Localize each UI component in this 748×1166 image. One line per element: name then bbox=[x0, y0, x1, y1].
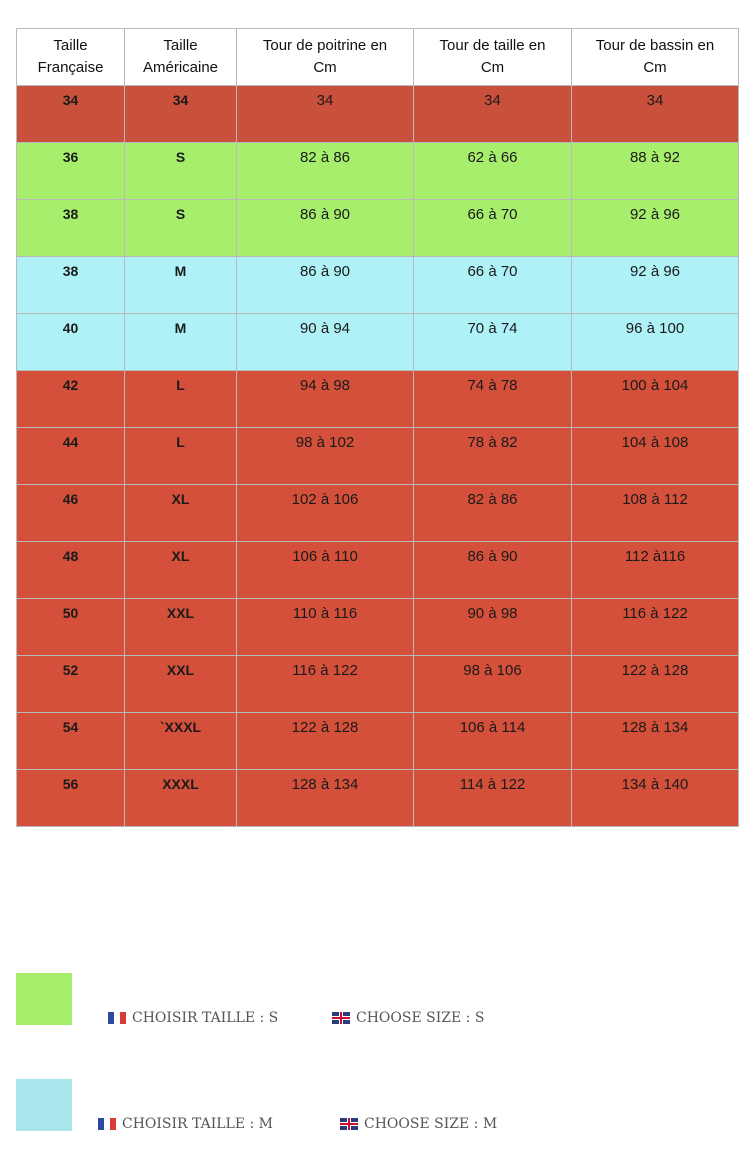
table-cell: 90 à 98 bbox=[414, 599, 572, 656]
table-cell: 128 à 134 bbox=[572, 713, 739, 770]
header-tour-de-poitrine: Tour de poitrine en Cm bbox=[237, 29, 414, 86]
table-cell: 66 à 70 bbox=[414, 257, 572, 314]
legend-green-en bbox=[332, 1010, 484, 1026]
table-cell: 104 à 108 bbox=[572, 428, 739, 485]
table-cell: 70 à 74 bbox=[414, 314, 572, 371]
table-cell: 122 à 128 bbox=[237, 713, 414, 770]
table-cell: 122 à 128 bbox=[572, 656, 739, 713]
table-cell: 90 à 94 bbox=[237, 314, 414, 371]
table-row bbox=[17, 257, 739, 314]
table-cell: 110 à 116 bbox=[237, 599, 414, 656]
table-cell: 78 à 82 bbox=[414, 428, 572, 485]
table-cell: M bbox=[125, 314, 237, 371]
table-cell: 38 bbox=[17, 200, 125, 257]
legend-blue-en bbox=[340, 1116, 497, 1132]
table-cell: 88 à 92 bbox=[572, 143, 739, 200]
table-row bbox=[17, 599, 739, 656]
table-cell: 96 à 100 bbox=[572, 314, 739, 371]
table-row bbox=[17, 200, 739, 257]
uk-flag-icon bbox=[332, 1012, 350, 1024]
table-row bbox=[17, 86, 739, 143]
legend-green-en-text: CHOOSE SIZE : S bbox=[356, 1010, 485, 1026]
table-cell: 106 à 110 bbox=[237, 542, 414, 599]
table-cell: 92 à 96 bbox=[572, 257, 739, 314]
table-cell: XXL bbox=[125, 599, 237, 656]
table-cell: 44 bbox=[17, 428, 125, 485]
table-cell: XL bbox=[125, 542, 237, 599]
table-cell: 40 bbox=[17, 314, 125, 371]
table-cell: 34 bbox=[572, 86, 739, 143]
table-cell: 48 bbox=[17, 542, 125, 599]
table-row bbox=[17, 656, 739, 713]
table-cell: S bbox=[125, 200, 237, 257]
table-cell: 56 bbox=[17, 770, 125, 827]
table-cell: M bbox=[125, 257, 237, 314]
table-cell: 46 bbox=[17, 485, 125, 542]
legend-swatch-blue bbox=[16, 1079, 72, 1131]
france-flag-icon bbox=[108, 1012, 126, 1024]
table-row bbox=[17, 314, 739, 371]
legend-green-fr-text: CHOISIR TAILLE : S bbox=[132, 1010, 279, 1026]
table-cell: 54 bbox=[17, 713, 125, 770]
table-cell: 112 à116 bbox=[572, 542, 739, 599]
table-cell: 116 à 122 bbox=[237, 656, 414, 713]
header-tour-de-bassin: Tour de bassin en Cm bbox=[572, 29, 739, 86]
table-cell: 102 à 106 bbox=[237, 485, 414, 542]
table-cell: 98 à 106 bbox=[414, 656, 572, 713]
table-cell: 36 bbox=[17, 143, 125, 200]
table-cell: 86 à 90 bbox=[414, 542, 572, 599]
table-cell: 108 à 112 bbox=[572, 485, 739, 542]
table-row bbox=[17, 428, 739, 485]
table-cell: 106 à 114 bbox=[414, 713, 572, 770]
table-cell: 100 à 104 bbox=[572, 371, 739, 428]
table-cell: 92 à 96 bbox=[572, 200, 739, 257]
table-row bbox=[17, 713, 739, 770]
table-cell: 82 à 86 bbox=[237, 143, 414, 200]
legend-swatch-green bbox=[16, 973, 72, 1025]
table-cell: 128 à 134 bbox=[237, 770, 414, 827]
table-cell: 34 bbox=[17, 86, 125, 143]
table-cell: `XXXL bbox=[125, 713, 237, 770]
table-cell: XL bbox=[125, 485, 237, 542]
legend-green-fr bbox=[108, 1010, 278, 1026]
table-cell: 66 à 70 bbox=[414, 200, 572, 257]
legend-blue-fr bbox=[98, 1116, 273, 1132]
table-cell: 86 à 90 bbox=[237, 200, 414, 257]
table-cell: 82 à 86 bbox=[414, 485, 572, 542]
table-cell: XXXL bbox=[125, 770, 237, 827]
table-cell: L bbox=[125, 371, 237, 428]
table-row bbox=[17, 143, 739, 200]
uk-flag-icon bbox=[340, 1118, 358, 1130]
table-cell: 34 bbox=[414, 86, 572, 143]
france-flag-icon bbox=[98, 1118, 116, 1130]
table-cell: 52 bbox=[17, 656, 125, 713]
table-row bbox=[17, 371, 739, 428]
table-cell: 94 à 98 bbox=[237, 371, 414, 428]
table-cell: 62 à 66 bbox=[414, 143, 572, 200]
table-cell: 50 bbox=[17, 599, 125, 656]
table-cell: 134 à 140 bbox=[572, 770, 739, 827]
table-header-row bbox=[17, 29, 739, 86]
table-cell: 42 bbox=[17, 371, 125, 428]
header-tour-de-taille: Tour de taille en Cm bbox=[414, 29, 572, 86]
header-taille-francaise: Taille Française bbox=[17, 29, 125, 86]
table-cell: 34 bbox=[237, 86, 414, 143]
table-row bbox=[17, 542, 739, 599]
table-cell: 114 à 122 bbox=[414, 770, 572, 827]
table-body bbox=[17, 86, 739, 827]
table-cell: 74 à 78 bbox=[414, 371, 572, 428]
table-row bbox=[17, 770, 739, 827]
table-cell: 98 à 102 bbox=[237, 428, 414, 485]
table-cell: 116 à 122 bbox=[572, 599, 739, 656]
table-cell: XXL bbox=[125, 656, 237, 713]
table-row bbox=[17, 485, 739, 542]
table-cell: L bbox=[125, 428, 237, 485]
legend-blue-en-text: CHOOSE SIZE : M bbox=[364, 1116, 498, 1132]
legend-blue-fr-text: CHOISIR TAILLE : M bbox=[122, 1116, 274, 1132]
header-taille-americaine: Taille Américaine bbox=[125, 29, 237, 86]
table-cell: S bbox=[125, 143, 237, 200]
table-cell: 86 à 90 bbox=[237, 257, 414, 314]
size-chart-table bbox=[16, 28, 739, 827]
table-cell: 34 bbox=[125, 86, 237, 143]
table-cell: 38 bbox=[17, 257, 125, 314]
